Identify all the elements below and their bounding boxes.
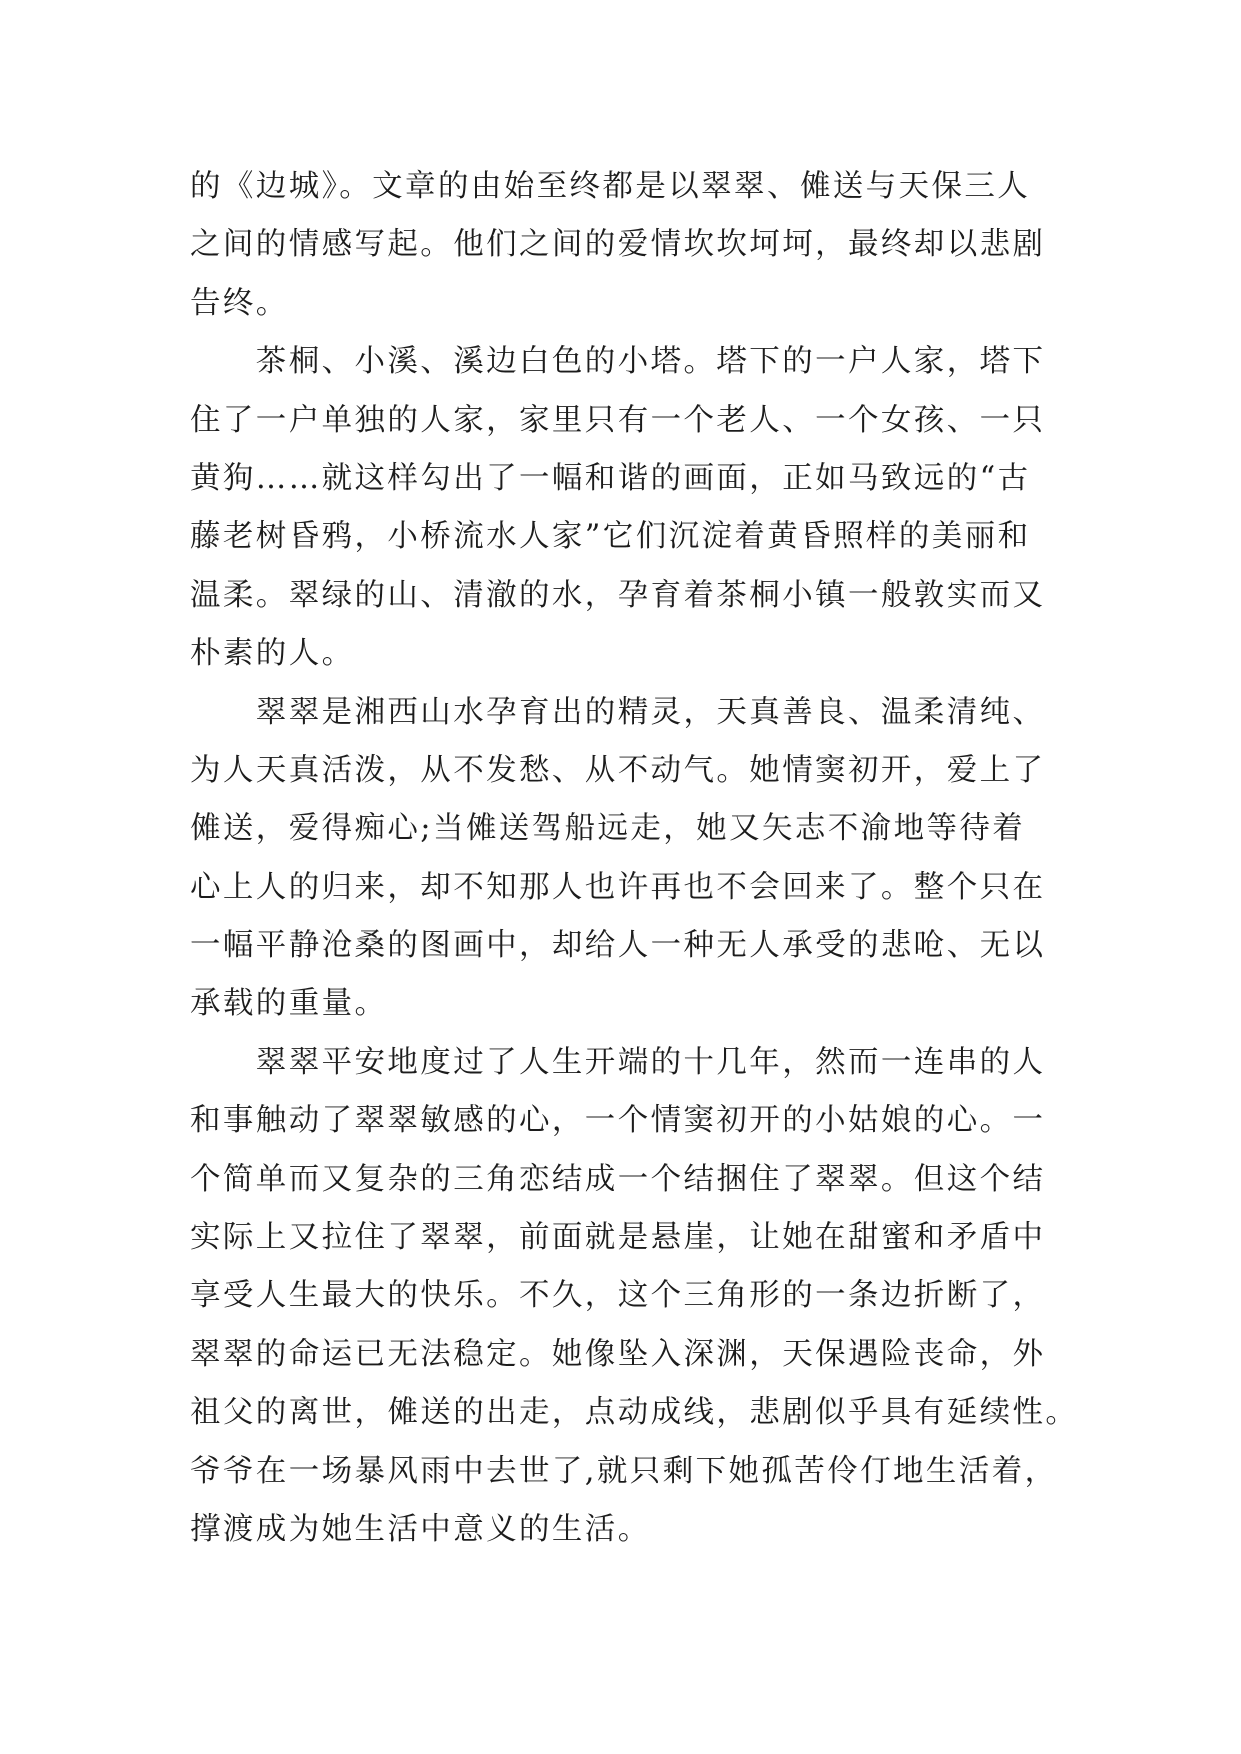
text-line: 翠翠是湘西山水孕育出的精灵，天真善良、温柔清纯、 (190, 694, 1046, 730)
text-line: 黄狗……就这样勾出了一幅和谐的画面，正如马致远的“古 (190, 460, 1031, 496)
text-line: 为人天真活泼，从不发愁、从不动气。她情窦初开，爱上了 (190, 752, 1046, 788)
text-line: 温柔。翠绿的山、清澈的水，孕育着茶桐小镇一般敦实而又 (190, 577, 1046, 613)
text-line: 告终。 (190, 285, 289, 321)
text-line: 朴素的人。 (190, 636, 355, 672)
text-line: 个简单而又复杂的三角恋结成一个结捆住了翠翠。但这个结 (190, 1161, 1046, 1197)
text-line: 祖父的离世，傩送的出走，点动成线，悲剧似乎具有延续性。 (190, 1395, 1079, 1431)
text-line: 住了一户单独的人家，家里只有一个老人、一个女孩、一只 (190, 402, 1046, 438)
text-line: 一幅平静沧桑的图画中，却给人一种无人承受的悲呛、无以 (190, 928, 1046, 964)
text-line: 实际上又拉住了翠翠，前面就是悬崖，让她在甜蜜和矛盾中 (190, 1220, 1046, 1256)
text-line: 和事触动了翠翠敏感的心，一个情窦初开的小姑娘的心。一 (190, 1103, 1046, 1139)
text-line: 撑渡成为她生活中意义的生活。 (190, 1511, 651, 1547)
text-line: 茶桐、小溪、溪边白色的小塔。塔下的一户人家，塔下 (190, 344, 1046, 380)
text-line: 之间的情感写起。他们之间的爱情坎坎坷坷，最终却以悲剧 (190, 227, 1046, 263)
text-line: 承载的重量。 (190, 986, 388, 1022)
text-line: 爷爷在一场暴风雨中去世了,就只剩下她孤苦伶仃地生活着， (190, 1453, 1058, 1489)
text-line: 傩送，爱得痴心;当傩送驾船远走，她又矢志不渝地等待着 (190, 811, 1026, 847)
body-text (190, 158, 1079, 1559)
text-line: 心上人的归来，却不知那人也许再也不会回来了。整个只在 (190, 869, 1046, 905)
text-line: 翠翠平安地度过了人生开端的十几年，然而一连串的人 (190, 1044, 1046, 1080)
text-line: 翠翠的命运已无法稳定。她像坠入深渊，天保遇险丧命，外 (190, 1336, 1046, 1372)
text-line: 享受人生最大的快乐。不久，这个三角形的一条边折断了， (190, 1278, 1046, 1314)
text-line: 藤老树昏鸦，小桥流水人家”它们沉淀着黄昏照样的美丽和 (190, 519, 1031, 555)
text-line: 的《边城》。文章的由始至终都是以翠翠、傩送与天保三人 (190, 169, 1031, 204)
